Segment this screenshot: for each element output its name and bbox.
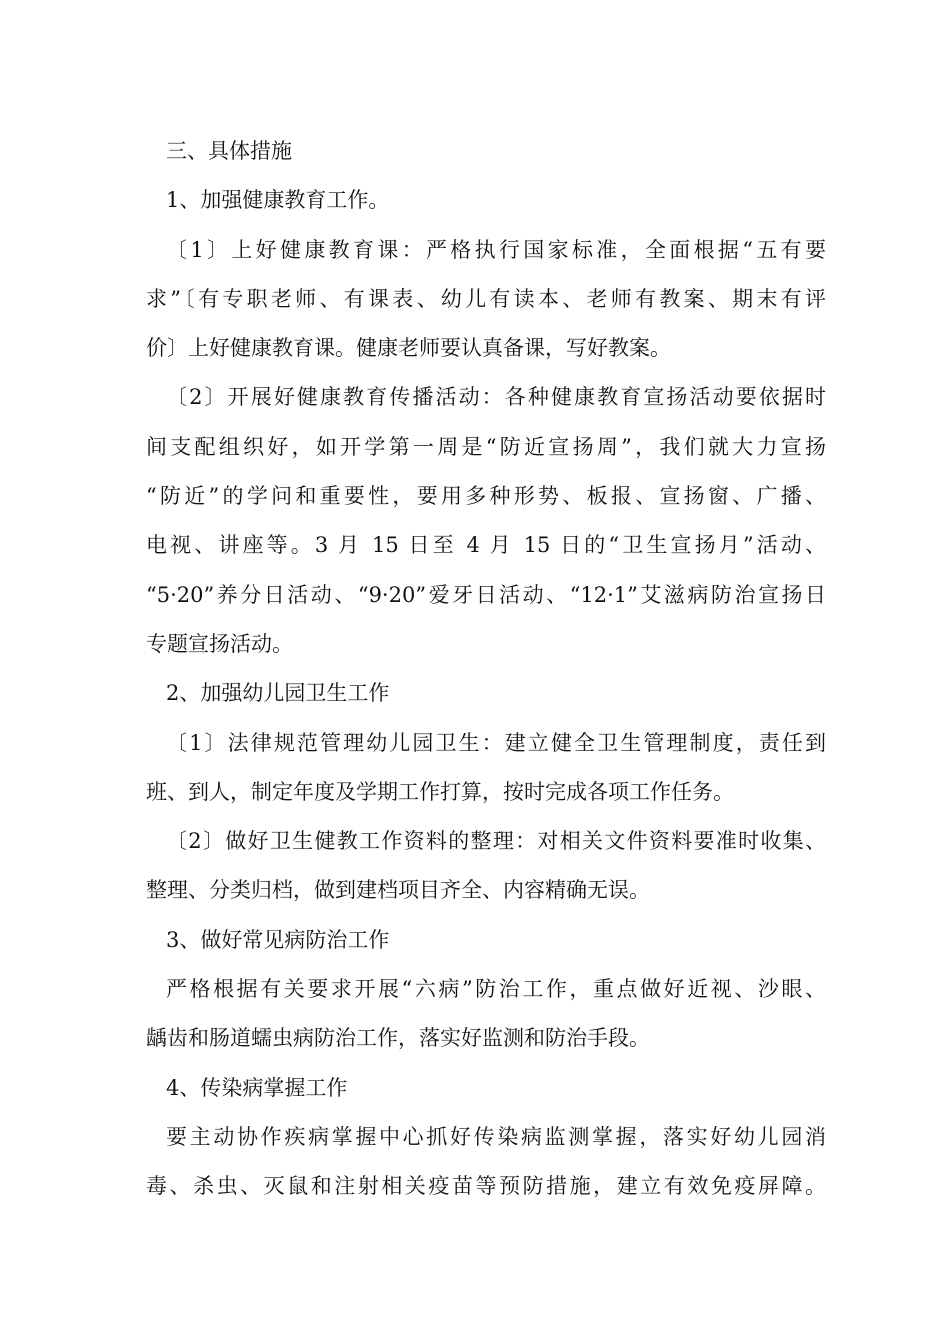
paragraph-line: 班、到人，制定年度及学期工作打算，按时完成各项工作任务。 <box>146 779 734 804</box>
subsection-heading-4: 4、传染病掌握工作 <box>166 1075 348 1100</box>
paragraph-line: 间支配组织好，如开学第一周是“防近宣扬周”，我们就大力宣扬 <box>146 434 826 459</box>
paragraph-line: 电视、讲座等。3 月 15 日至 4 月 15 日的“卫生宣扬月”活动、 <box>146 533 826 558</box>
paragraph-line: “防近”的学问和重要性，要用多种形势、板报、宣扬窗、广播、 <box>146 484 826 509</box>
paragraph-line: 严格根据有关要求开展“六病”防治工作，重点做好近视、沙眼、 <box>166 977 826 1002</box>
paragraph-line: 要主动协作疾病掌握中心抓好传染病监测掌握，落实好幼儿园消 <box>166 1124 826 1149</box>
section-heading: 三、具体措施 <box>166 139 292 163</box>
paragraph-line: 〔2〕开展好健康教育传播活动：各种健康教育宣扬活动要依据时 <box>166 385 826 410</box>
paragraph-line: “5·20”养分日活动、“9·20”爱牙日活动、“12·1”艾滋病防治宣扬日 <box>146 582 826 607</box>
paragraph-line: 〔1〕法律规范管理幼儿园卫生：建立健全卫生管理制度，责任到 <box>166 730 826 755</box>
paragraph-line: 求”〔有专职老师、有课表、幼儿有读本、老师有教案、期末有评 <box>146 286 826 311</box>
paragraph-line: 〔1〕上好健康教育课：严格执行国家标准，全面根据“五有要 <box>166 237 826 262</box>
paragraph-line: 〔2〕做好卫生健教工作资料的整理：对相关文件资料要准时收集、 <box>166 829 826 854</box>
subsection-heading-2: 2、加强幼儿园卫生工作 <box>166 681 390 706</box>
paragraph-line: 价〕上好健康教育课。健康老师要认真备课，写好教案。 <box>146 336 671 361</box>
paragraph-line: 整理、分类归档，做到建档项目齐全、内容精确无误。 <box>146 878 650 903</box>
subsection-heading-1: 1、加强健康教育工作。 <box>166 188 390 213</box>
paragraph-line: 毒、杀虫、灭鼠和注射相关疫苗等预防措施，建立有效免疫屏障。 <box>146 1174 826 1199</box>
paragraph-line: 专题宣扬活动。 <box>146 631 293 656</box>
paragraph-line: 龋齿和肠道蠕虫病防治工作，落实好监测和防治手段。 <box>146 1026 650 1051</box>
subsection-heading-3: 3、做好常见病防治工作 <box>166 927 390 952</box>
document-body <box>146 127 826 1212</box>
